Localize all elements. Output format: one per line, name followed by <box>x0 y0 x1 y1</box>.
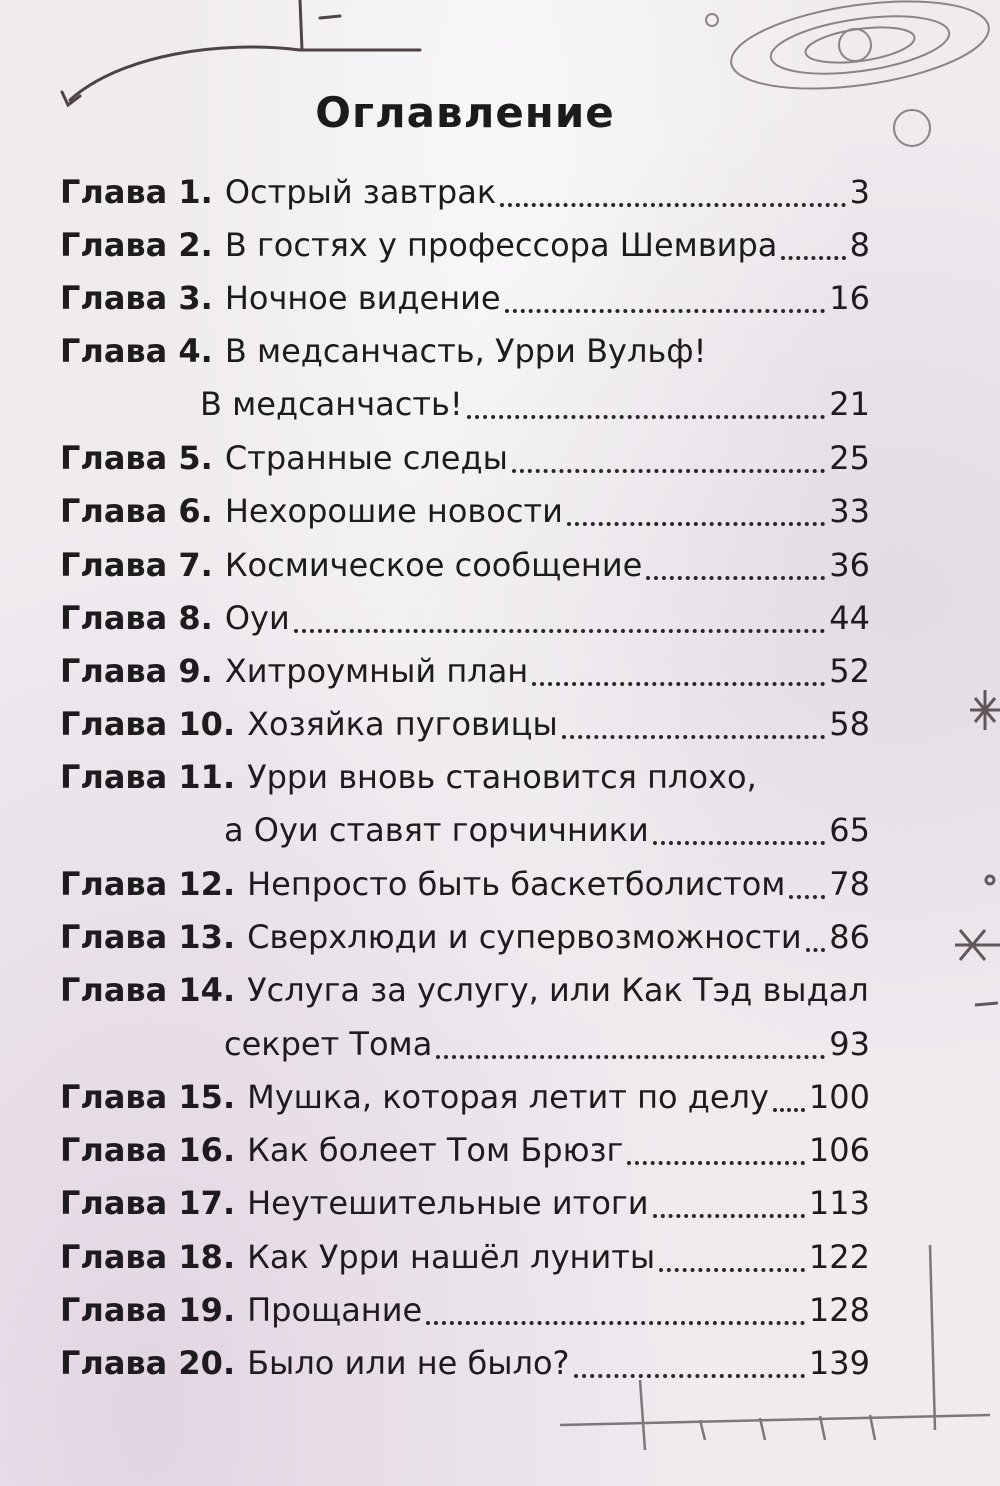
toc-entry-continuation <box>60 1017 870 1071</box>
toc-entry <box>60 538 870 592</box>
page-number: 58 <box>829 705 870 743</box>
page-number: 122 <box>808 1238 870 1276</box>
dot-leader <box>806 948 826 952</box>
chapter-number: Глава 1. <box>60 173 213 211</box>
chapter-number: Глава 18. <box>60 1238 236 1276</box>
dot-leader <box>426 1321 805 1325</box>
chapter-title: Услуга за услугу, или Как Тэд выдал <box>247 971 869 1009</box>
toc-entry <box>60 431 870 485</box>
toc-entry <box>60 1283 870 1337</box>
chapter-title: Острый завтрак <box>224 173 497 211</box>
page-number: 93 <box>829 1025 870 1063</box>
page-number: 52 <box>829 652 870 690</box>
toc-entry <box>60 857 870 911</box>
toc-entry <box>60 963 870 1017</box>
dot-leader <box>773 1108 805 1112</box>
dot-leader <box>500 203 845 207</box>
chapter-title: В гостях у профессора Шемвира <box>224 226 778 264</box>
toc-entry <box>60 644 870 698</box>
dot-leader <box>781 256 845 260</box>
page-number: 113 <box>808 1184 870 1222</box>
page-number: 16 <box>829 279 870 317</box>
page-number: 36 <box>829 546 870 584</box>
toc-entry-continuation <box>60 377 870 431</box>
page-number: 21 <box>829 385 870 423</box>
chapter-title: Неутешительные итоги <box>247 1184 649 1222</box>
chapter-number: Глава 14. <box>60 971 236 1009</box>
toc-entry <box>60 484 870 538</box>
page-number: 86 <box>829 918 870 956</box>
chapter-number: Глава 4. <box>60 332 213 370</box>
chapter-number: Глава 2. <box>60 226 213 264</box>
chapter-title: Урри вновь становится плохо, <box>247 758 757 796</box>
chapter-title: Непросто быть баскетболистом <box>247 865 786 903</box>
dot-leader <box>436 1055 825 1059</box>
dot-leader <box>512 469 825 473</box>
page-number: 100 <box>808 1078 870 1116</box>
toc-entry <box>60 271 870 325</box>
dot-leader <box>562 735 826 739</box>
chapter-number: Глава 7. <box>60 546 213 584</box>
chapter-number: Глава 11. <box>60 758 236 796</box>
page-number: 128 <box>808 1291 870 1329</box>
chapter-number: Глава 20. <box>60 1344 236 1382</box>
chapter-title: Сверхлюди и супервозможности <box>247 918 802 956</box>
chapter-number: Глава 12. <box>60 865 236 903</box>
page-number: 25 <box>829 439 870 477</box>
page-number: 139 <box>808 1344 870 1382</box>
chapter-number: Глава 17. <box>60 1184 236 1222</box>
toc-entry <box>60 1336 870 1390</box>
chapter-number: Глава 8. <box>60 599 213 637</box>
page-number: 78 <box>829 865 870 903</box>
page-number: 65 <box>829 811 870 849</box>
toc-entry <box>60 697 870 751</box>
toc-entry <box>60 1070 870 1124</box>
chapter-title: Хозяйка пуговицы <box>247 705 558 743</box>
chapter-number: Глава 16. <box>60 1131 236 1169</box>
chapter-number: Глава 5. <box>60 439 213 477</box>
dot-leader <box>467 415 826 419</box>
dot-leader <box>789 895 825 899</box>
chapter-title: Оуи <box>224 599 290 637</box>
chapter-title: Нехорошие новости <box>224 492 563 530</box>
chapter-title: Было или не было? <box>247 1344 570 1382</box>
chapter-number: Глава 3. <box>60 279 213 317</box>
chapter-number: Глава 15. <box>60 1078 236 1116</box>
dot-leader <box>653 1214 805 1218</box>
chapter-title: Мушка, которая летит по делу <box>247 1078 769 1116</box>
toc-entry <box>60 165 870 219</box>
toc-entry <box>60 218 870 272</box>
chapter-title: Как болеет Том Брюзг <box>247 1131 624 1169</box>
toc-entry <box>60 910 870 964</box>
toc-heading: Оглавление <box>315 88 615 137</box>
toc-entry <box>60 1176 870 1230</box>
toc-entry <box>60 750 870 804</box>
chapter-title: Хитроумный план <box>224 652 529 690</box>
page-number: 106 <box>808 1131 870 1169</box>
page-number: 3 <box>849 173 870 211</box>
toc-entry <box>60 324 870 378</box>
toc-entry-continuation <box>60 803 870 857</box>
page-number: 8 <box>849 226 870 264</box>
chapter-title: Ночное видение <box>224 279 501 317</box>
chapter-title: Как Урри нашёл луниты <box>247 1238 656 1276</box>
chapter-number: Глава 13. <box>60 918 236 956</box>
dot-leader <box>294 629 826 633</box>
chapter-number: Глава 9. <box>60 652 213 690</box>
toc-entry <box>60 1123 870 1177</box>
chapter-title: Прощание <box>247 1291 423 1329</box>
chapter-title-continued: а Оуи ставят горчичники <box>224 811 649 849</box>
dot-leader <box>567 522 825 526</box>
toc-entry <box>60 1230 870 1284</box>
dot-leader <box>505 309 826 313</box>
chapter-number: Глава 19. <box>60 1291 236 1329</box>
dot-leader <box>532 682 825 686</box>
toc-entry <box>60 591 870 645</box>
dot-leader <box>646 576 825 580</box>
chapter-title-continued: В медсанчасть! <box>200 385 463 423</box>
dot-leader <box>659 1268 805 1272</box>
dot-leader <box>653 841 825 845</box>
page-number: 44 <box>829 599 870 637</box>
chapter-number: Глава 6. <box>60 492 213 530</box>
chapter-title-continued: секрет Тома <box>224 1025 433 1063</box>
star-doodle-icon <box>955 690 1000 1005</box>
chapter-title: В медсанчасть, Урри Вульф! <box>224 332 707 370</box>
dot-leader <box>574 1374 805 1378</box>
chapter-number: Глава 10. <box>60 705 236 743</box>
page-number: 33 <box>829 492 870 530</box>
chapter-title: Космическое сообщение <box>224 546 643 584</box>
dot-leader <box>627 1161 805 1165</box>
chapter-title: Странные следы <box>224 439 508 477</box>
